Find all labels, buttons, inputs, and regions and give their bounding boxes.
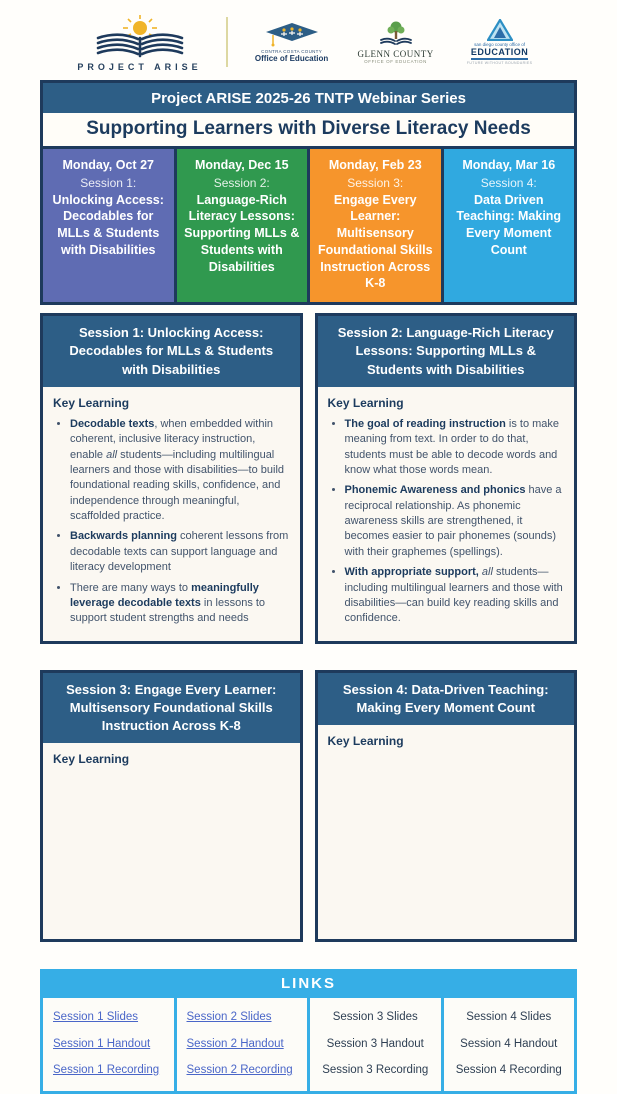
glenn-county-line2: OFFICE OF EDUCATION [364,59,427,64]
session-2-date: Monday, Dec 15 [194,158,289,172]
links-block [40,969,577,1094]
session-4-date: Monday, Mar 16 [462,158,556,172]
session-card-1 [43,149,174,302]
header-divider [226,17,228,67]
series-title: Project ARISE 2025-26 TNTP Webinar Series [43,83,574,113]
session-3-date: Monday, Feb 23 [328,158,422,172]
session-1-bullet-list [53,417,290,627]
session-3-detail-title: Session 3: Engage Every Learner: Multisensory Foundational Skills Instruction Across K-8 [43,673,300,744]
banner-block [40,80,577,305]
detail-row-2 [40,670,577,943]
links-column-session-2 [177,998,308,1091]
session-link-placeholder: Session 4 Slides [466,1011,552,1024]
san-diego-logo [460,19,540,65]
links-column-session-1 [43,998,174,1091]
links-grid [40,998,577,1094]
bullet-item: • There are many ways to meaningfully leverage decodable texts in lessons to support student strengths and needs [70,581,290,627]
session-2-key-learning-label: Key Learning [327,395,404,410]
links-column-session-3 [310,998,441,1091]
glenn-county-line1: GLENN COUNTY [357,49,434,59]
session-cards-row [43,146,574,302]
bullet-item: • With appropriate support, all students—including multilingual learners and those with disabilities—can build key reading skills and confidence. [345,565,565,627]
san-diego-line1: san diego county office of [474,42,526,47]
session-1-label: Session 1: [80,175,137,190]
san-diego-line3: FUTURE WITHOUT BOUNDARIES [466,61,533,65]
glenn-county-logo [356,20,436,64]
session-link[interactable]: Session 2 Slides [186,1011,272,1024]
graduation-cap-icon [265,22,319,48]
project-arise-book-sun-icon [81,13,199,61]
session-1-detail-title: Session 1: Unlocking Access: Decodables for MLLs & Students with Disabilities [43,316,300,387]
session-3-title: Engage Every Learner: Multisensory Foundational Skills Instruction Across K-8 [317,192,433,291]
bullet-item: • The goal of reading instruction is to make meaning from text. In order to do that, students must be able to decode words and know what those words mean. [345,417,565,479]
tree-book-icon [376,20,416,48]
session-link-placeholder: Session 4 Recording [455,1063,562,1076]
session-4-detail-box [315,670,578,943]
session-1-date: Monday, Oct 27 [62,158,154,172]
triangle-icon [487,19,513,41]
session-link[interactable]: Session 2 Handout [186,1037,284,1050]
bullet-item: • Backwards planning coherent lessons from decodable texts can support language and literacy development [70,529,290,575]
session-card-2 [177,149,308,302]
links-header: LINKS [40,969,577,998]
session-2-bullet-list [328,417,565,627]
session-4-label: Session 4: [480,175,537,190]
session-2-detail-body [318,387,575,641]
session-3-label: Session 3: [347,175,404,190]
san-diego-line2: EDUCATION [471,47,528,60]
contra-costa-line1: CONTRA COSTA COUNTY [261,48,323,54]
session-2-detail-title: Session 2: Language-Rich Literacy Lessons: Supporting MLLs & Students with Disabilities [318,316,575,387]
page-header [0,0,617,78]
session-2-label: Session 2: [213,175,270,190]
session-card-3 [310,149,441,302]
session-link-placeholder: Session 3 Slides [332,1011,418,1024]
session-link-placeholder: Session 3 Recording [322,1063,429,1076]
project-arise-logo [77,13,201,72]
session-1-title: Unlocking Access: Decodables for MLLs & Students with Disabilities [52,192,164,257]
session-1-detail-box [40,313,303,644]
session-2-title: Language-Rich Literacy Lessons: Supporting MLLs & Students with Disabilities [184,192,300,274]
bullet-item: • Decodable texts, when embedded within coherent, inclusive literacy instruction, enable all students—including multilingual learners and those with disabilities—to build foundational reading skills, confidence, and independence through meaningful, scaffolded practice. [70,417,290,525]
project-arise-wordmark: PROJECT ARISE [77,61,202,72]
session-link-placeholder: Session 4 Handout [460,1037,558,1050]
session-link-placeholder: Session 3 Handout [326,1037,424,1050]
session-link[interactable]: Session 1 Recording [53,1063,160,1076]
session-3-detail-box [40,670,303,943]
session-1-key-learning-label: Key Learning [53,395,130,410]
links-column-session-4 [444,998,575,1091]
session-link[interactable]: Session 1 Slides [53,1011,139,1024]
session-1-detail-body [43,387,300,641]
series-subtitle: Supporting Learners with Diverse Literacy Needs [43,113,574,146]
session-link[interactable]: Session 2 Recording [186,1063,293,1076]
session-link[interactable]: Session 1 Handout [53,1037,151,1050]
session-4-key-learning-label: Key Learning [327,734,404,749]
session-3-key-learning-label: Key Learning [53,752,130,767]
session-4-title: Data Driven Teaching: Making Every Moment Count [456,192,562,257]
session-3-detail-body [43,743,300,939]
session-4-detail-title: Session 4: Data-Driven Teaching: Making Every Moment Count [318,673,575,725]
session-card-4 [444,149,575,302]
bullet-item: • Phonemic Awareness and phonics have a reciprocal relationship. As phonemic awareness skills are strengthened, it becomes easier to pair phonemes (sounds) with their graphemes (spellings). [345,483,565,560]
session-4-detail-body [318,725,575,939]
contra-costa-logo [252,22,332,63]
detail-row-1 [40,313,577,644]
session-2-detail-box [315,313,578,644]
contra-costa-line2: Office of Education [254,53,329,63]
